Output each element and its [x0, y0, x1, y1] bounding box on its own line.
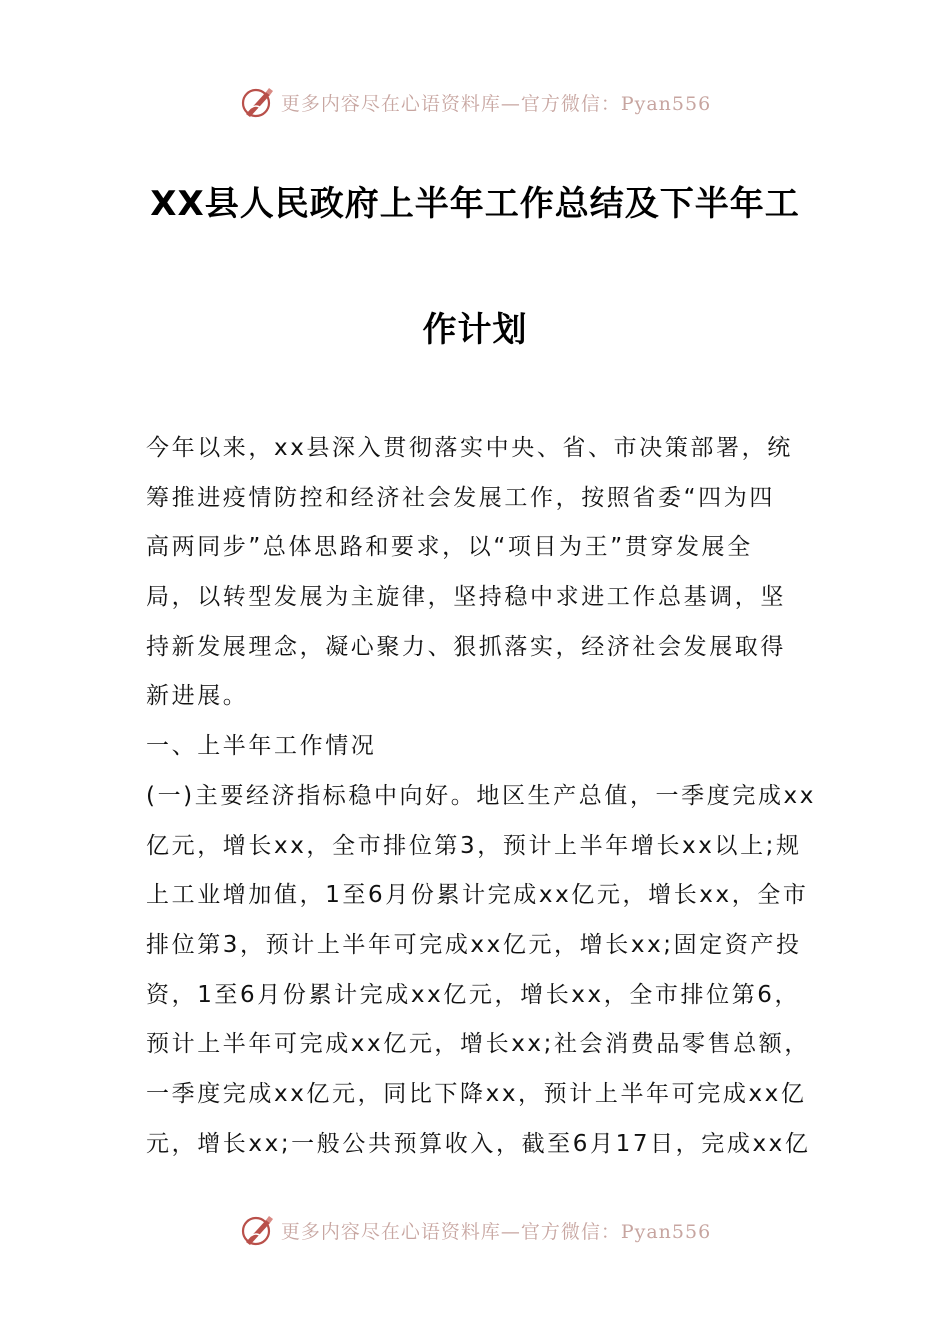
paragraph-line: 今年以来，xx县深入贯彻落实中央、省、市决策部署，统	[146, 435, 793, 461]
paragraph-line: 元，增长xx;一般公共预算收入，截至6月17日，完成xx亿	[146, 1130, 811, 1157]
paragraph-line: 预计上半年可完成xx亿元，增长xx;社会消费品零售总额，	[146, 1031, 810, 1058]
document-title-line-1: XX县人民政府上半年工作总结及下半年工	[150, 184, 800, 224]
watermark-text: 更多内容尽在心语资料库—官方微信：Pyan556	[280, 1220, 712, 1243]
watermark-banner-top	[0, 82, 950, 122]
section-heading-text: 一、上半年工作情况	[146, 733, 377, 759]
pen-circle-logo-icon	[239, 84, 275, 120]
paragraph-line: 持新发展理念，凝心聚力、狠抓落实，经济社会发展取得	[146, 633, 786, 660]
paragraph-line: (一)主要经济指标稳中向好。地区生产总值，一季度完成xx	[146, 783, 816, 809]
paragraph-line: 资，1至6月份累计完成xx亿元，增长xx，全市排位第6，	[146, 981, 801, 1008]
paragraph-line: 筹推进疫情防控和经济社会发展工作，按照省委“四为四	[146, 484, 775, 511]
paragraph-line: 上工业增加值，1至6月份累计完成xx亿元，增长xx，全市	[146, 882, 809, 909]
document-title-line-2: 作计划	[422, 310, 528, 350]
intro-paragraph	[146, 424, 806, 722]
paragraph-line: 亿元，增长xx，全市排位第3，预计上半年增长xx以上;规	[146, 832, 802, 859]
paragraph-line: 一季度完成xx亿元，同比下降xx，预计上半年可完成xx亿	[146, 1081, 807, 1108]
paragraph-line: 高两同步”总体思路和要求，以“项目为王”贯穿发展全	[146, 534, 753, 561]
watermark-text: 更多内容尽在心语资料库—官方微信：Pyan556	[280, 92, 712, 115]
watermark-banner-bottom	[0, 1210, 950, 1250]
economic-indicators-paragraph	[146, 772, 816, 1170]
section-heading	[146, 722, 806, 772]
pen-circle-logo-icon	[239, 1212, 275, 1248]
paragraph-line: 排位第3，预计上半年可完成xx亿元，增长xx;固定资产投	[146, 932, 802, 959]
paragraph-line: 新进展。	[146, 683, 249, 710]
paragraph-line: 局，以转型发展为主旋律，坚持稳中求进工作总基调，坚	[146, 584, 786, 611]
